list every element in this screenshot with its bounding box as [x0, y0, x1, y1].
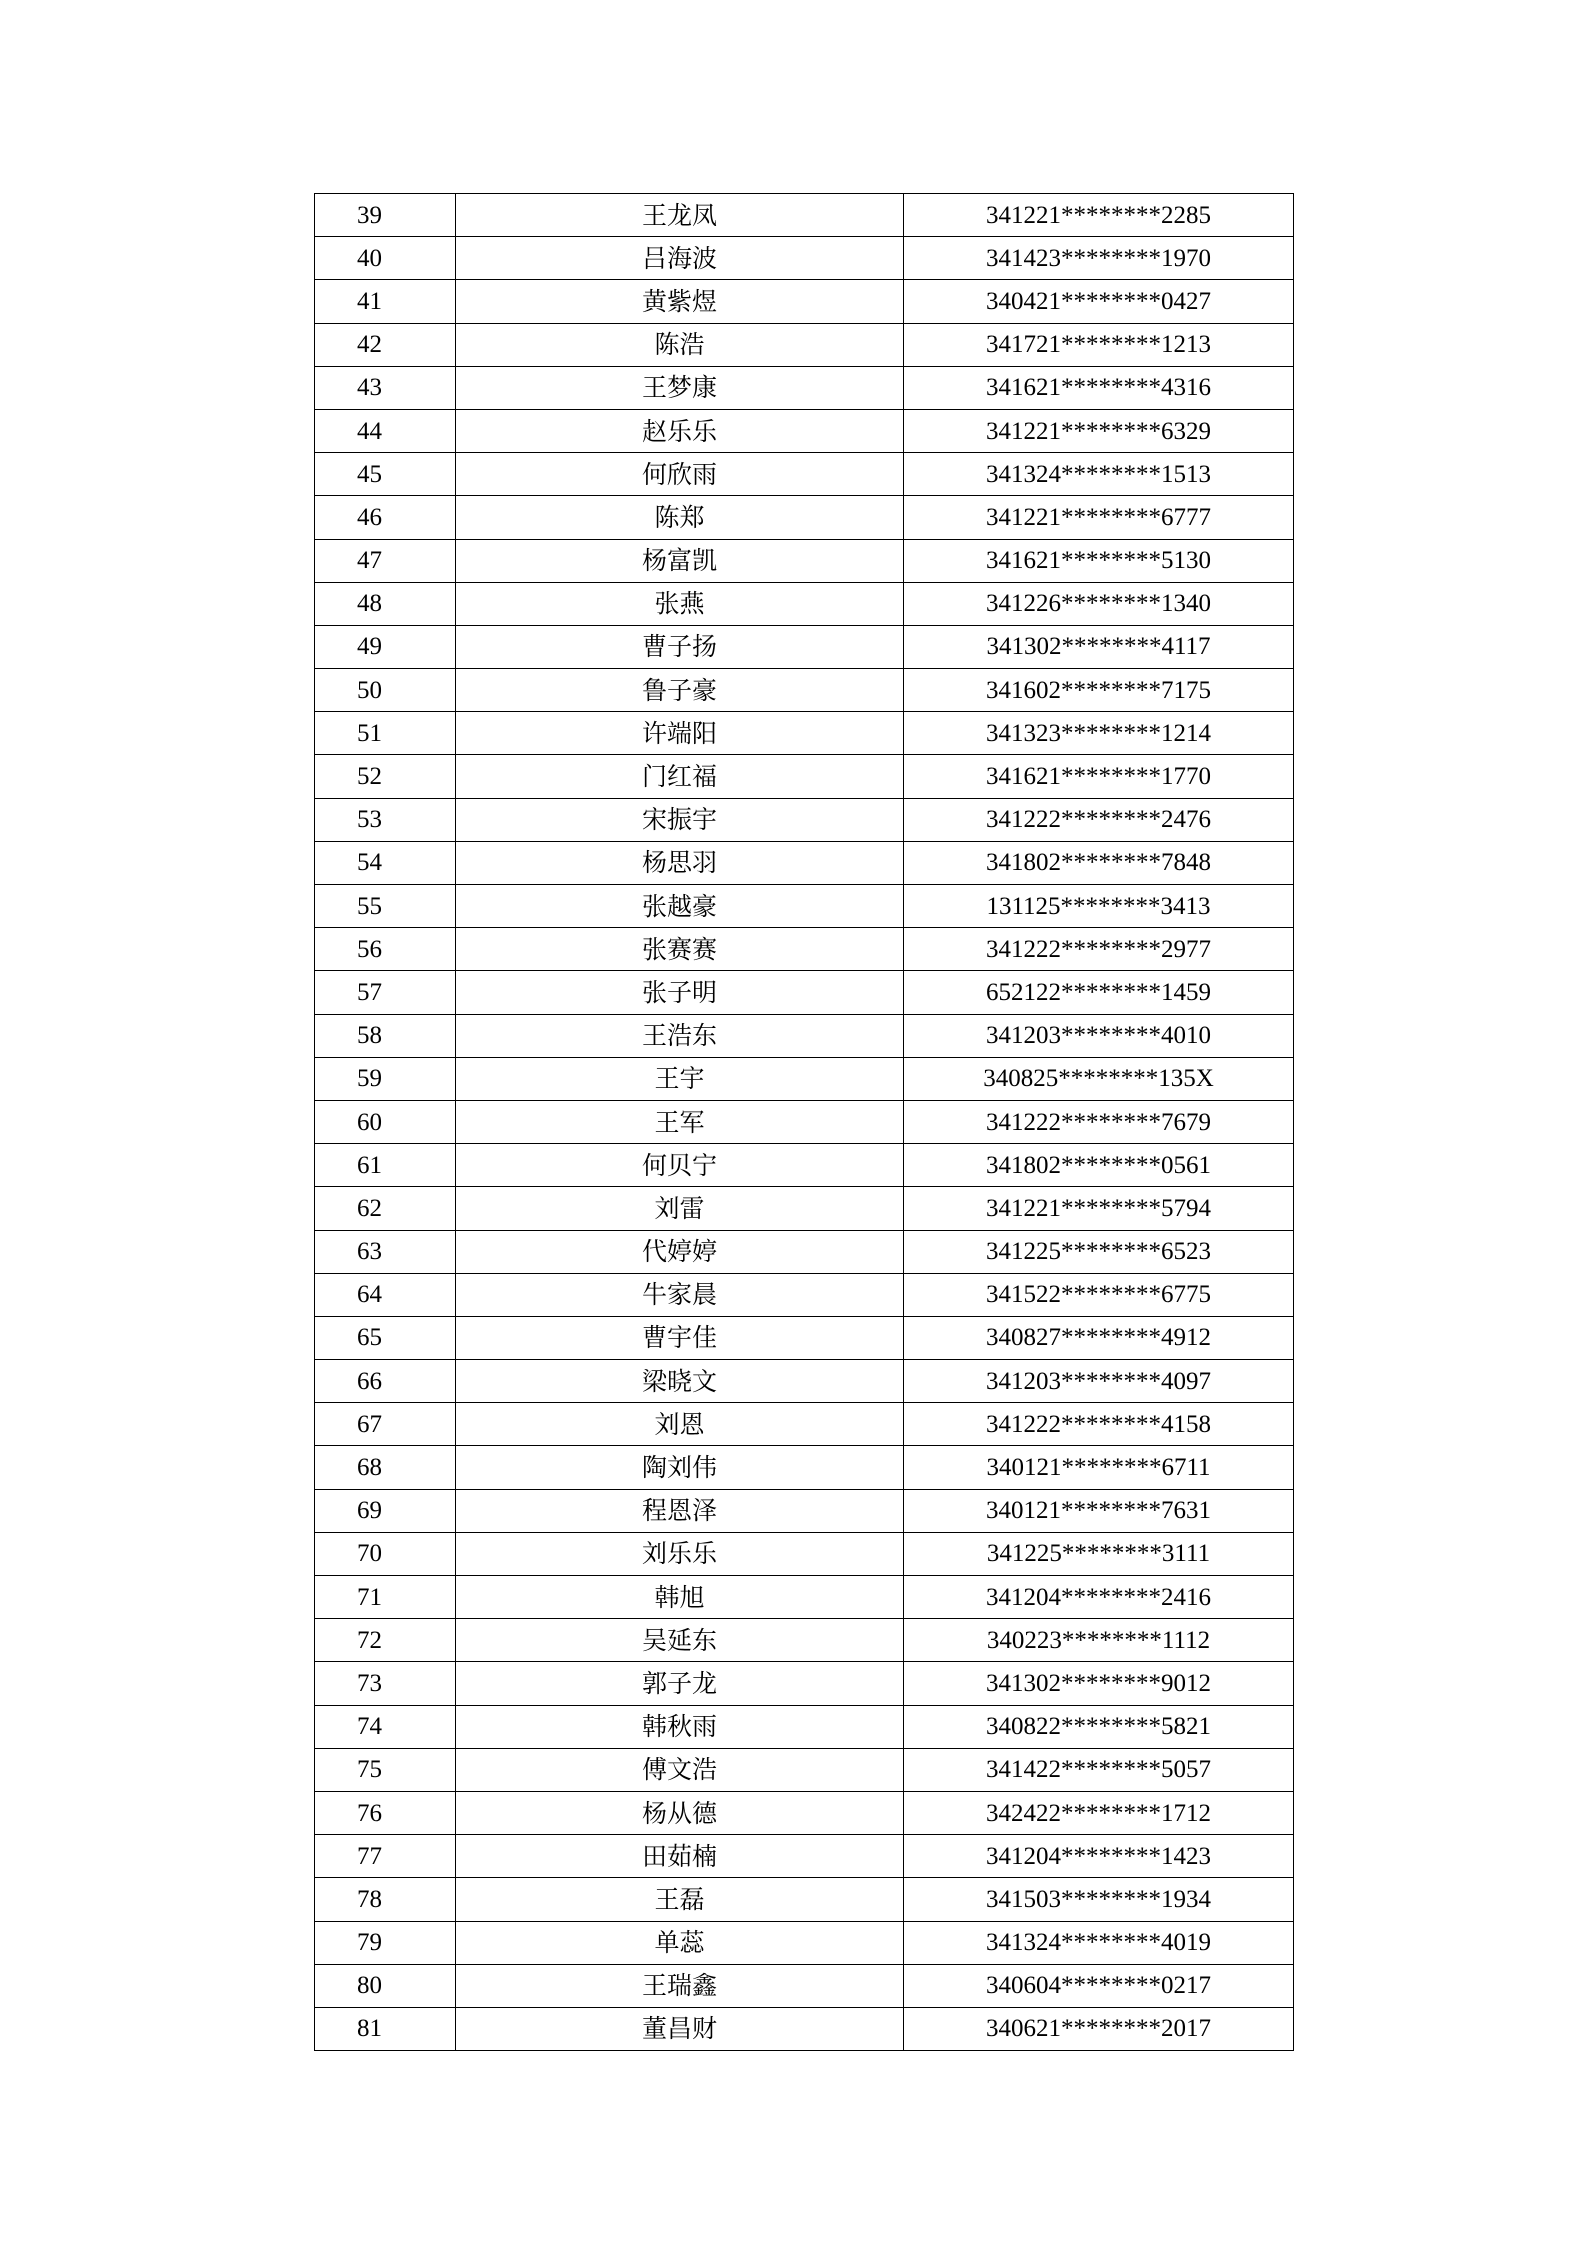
- person-name: 韩秋雨: [456, 1705, 904, 1748]
- table-row: [315, 280, 1294, 323]
- row-number: 74: [315, 1705, 456, 1748]
- table-row: [315, 1748, 1294, 1791]
- table-row: [315, 798, 1294, 841]
- table-row: [315, 2007, 1294, 2050]
- person-name: 宋振宇: [456, 798, 904, 841]
- id-number: 652122********1459: [904, 971, 1294, 1014]
- table-row: [315, 669, 1294, 712]
- id-number: 341204********1423: [904, 1835, 1294, 1878]
- row-number: 75: [315, 1748, 456, 1791]
- person-name: 杨从德: [456, 1791, 904, 1834]
- id-number: 341203********4010: [904, 1014, 1294, 1057]
- person-name: 代婷婷: [456, 1230, 904, 1273]
- id-number: 340121********7631: [904, 1489, 1294, 1532]
- row-number: 79: [315, 1921, 456, 1964]
- row-number: 54: [315, 841, 456, 884]
- table-row: [315, 1187, 1294, 1230]
- table-row: [315, 496, 1294, 539]
- id-number: 341225********6523: [904, 1230, 1294, 1273]
- table-row: [315, 1619, 1294, 1662]
- person-name: 刘恩: [456, 1403, 904, 1446]
- person-name: 何欣雨: [456, 453, 904, 496]
- table-row: [315, 1964, 1294, 2007]
- table-row: [315, 323, 1294, 366]
- table-row: [315, 885, 1294, 928]
- row-number: 47: [315, 539, 456, 582]
- person-name: 田茹楠: [456, 1835, 904, 1878]
- person-name: 刘乐乐: [456, 1532, 904, 1575]
- row-number: 68: [315, 1446, 456, 1489]
- id-number: 341204********2416: [904, 1576, 1294, 1619]
- id-number: 340825********135X: [904, 1057, 1294, 1100]
- person-name: 张燕: [456, 582, 904, 625]
- person-name: 王梦康: [456, 366, 904, 409]
- table-row: [315, 582, 1294, 625]
- row-number: 64: [315, 1273, 456, 1316]
- id-number: 341221********5794: [904, 1187, 1294, 1230]
- person-name: 王龙凤: [456, 194, 904, 237]
- person-name: 陶刘伟: [456, 1446, 904, 1489]
- id-number: 341323********1214: [904, 712, 1294, 755]
- id-number: 340121********6711: [904, 1446, 1294, 1489]
- id-number: 341522********6775: [904, 1273, 1294, 1316]
- row-number: 49: [315, 625, 456, 668]
- id-number: 341422********5057: [904, 1748, 1294, 1791]
- row-number: 39: [315, 194, 456, 237]
- table-row: [315, 712, 1294, 755]
- id-number: 341621********5130: [904, 539, 1294, 582]
- row-number: 58: [315, 1014, 456, 1057]
- table-row: [315, 1273, 1294, 1316]
- id-number: 341226********1340: [904, 582, 1294, 625]
- table-row: [315, 1144, 1294, 1187]
- id-number: 340827********4912: [904, 1316, 1294, 1359]
- person-name: 门红福: [456, 755, 904, 798]
- person-name: 黄紫煜: [456, 280, 904, 323]
- id-number: 341302********4117: [904, 625, 1294, 668]
- row-number: 77: [315, 1835, 456, 1878]
- row-number: 72: [315, 1619, 456, 1662]
- person-name: 韩旭: [456, 1576, 904, 1619]
- person-name: 鲁子豪: [456, 669, 904, 712]
- table-row: [315, 194, 1294, 237]
- table-row: [315, 1014, 1294, 1057]
- table-row: [315, 1489, 1294, 1532]
- id-number: 341222********4158: [904, 1403, 1294, 1446]
- id-number: 341222********7679: [904, 1100, 1294, 1143]
- row-number: 50: [315, 669, 456, 712]
- table-row: [315, 1532, 1294, 1575]
- table-row: [315, 1576, 1294, 1619]
- table-row: [315, 409, 1294, 452]
- row-number: 56: [315, 928, 456, 971]
- row-number: 60: [315, 1100, 456, 1143]
- person-name: 刘雷: [456, 1187, 904, 1230]
- table-row: [315, 237, 1294, 280]
- table-row: [315, 755, 1294, 798]
- row-number: 45: [315, 453, 456, 496]
- id-number: 341621********4316: [904, 366, 1294, 409]
- row-number: 59: [315, 1057, 456, 1100]
- row-number: 61: [315, 1144, 456, 1187]
- table-row: [315, 928, 1294, 971]
- row-number: 73: [315, 1662, 456, 1705]
- person-name: 许端阳: [456, 712, 904, 755]
- person-name: 张越豪: [456, 885, 904, 928]
- id-number: 340421********0427: [904, 280, 1294, 323]
- id-number: 340223********1112: [904, 1619, 1294, 1662]
- row-number: 80: [315, 1964, 456, 2007]
- id-number: 342422********1712: [904, 1791, 1294, 1834]
- row-number: 41: [315, 280, 456, 323]
- person-name: 赵乐乐: [456, 409, 904, 452]
- table-row: [315, 971, 1294, 1014]
- table-row: [315, 1791, 1294, 1834]
- id-number: 341503********1934: [904, 1878, 1294, 1921]
- person-name: 吕海波: [456, 237, 904, 280]
- id-number: 340822********5821: [904, 1705, 1294, 1748]
- id-number: 341221********6777: [904, 496, 1294, 539]
- id-number: 341324********4019: [904, 1921, 1294, 1964]
- roster-body: [315, 194, 1294, 2051]
- id-number: 131125********3413: [904, 885, 1294, 928]
- person-name: 傅文浩: [456, 1748, 904, 1791]
- row-number: 62: [315, 1187, 456, 1230]
- person-name: 张赛赛: [456, 928, 904, 971]
- person-name: 王宇: [456, 1057, 904, 1100]
- row-number: 65: [315, 1316, 456, 1359]
- person-name: 杨思羽: [456, 841, 904, 884]
- table-row: [315, 539, 1294, 582]
- table-row: [315, 1316, 1294, 1359]
- person-name: 王军: [456, 1100, 904, 1143]
- table-row: [315, 1403, 1294, 1446]
- id-number: 341302********9012: [904, 1662, 1294, 1705]
- id-number: 341721********1213: [904, 323, 1294, 366]
- row-number: 42: [315, 323, 456, 366]
- row-number: 51: [315, 712, 456, 755]
- row-number: 71: [315, 1576, 456, 1619]
- row-number: 66: [315, 1360, 456, 1403]
- id-number: 341802********7848: [904, 841, 1294, 884]
- id-number: 341221********6329: [904, 409, 1294, 452]
- person-name: 程恩泽: [456, 1489, 904, 1532]
- person-name: 王瑞鑫: [456, 1964, 904, 2007]
- person-name: 单蕊: [456, 1921, 904, 1964]
- row-number: 52: [315, 755, 456, 798]
- id-number: 341423********1970: [904, 237, 1294, 280]
- row-number: 55: [315, 885, 456, 928]
- row-number: 48: [315, 582, 456, 625]
- row-number: 40: [315, 237, 456, 280]
- table-row: [315, 1057, 1294, 1100]
- row-number: 43: [315, 366, 456, 409]
- row-number: 67: [315, 1403, 456, 1446]
- person-name: 曹宇佳: [456, 1316, 904, 1359]
- table-row: [315, 1100, 1294, 1143]
- row-number: 53: [315, 798, 456, 841]
- id-number: 341621********1770: [904, 755, 1294, 798]
- person-name: 陈浩: [456, 323, 904, 366]
- person-name: 杨富凯: [456, 539, 904, 582]
- table-row: [315, 1662, 1294, 1705]
- table-row: [315, 625, 1294, 668]
- person-name: 陈郑: [456, 496, 904, 539]
- row-number: 70: [315, 1532, 456, 1575]
- table-row: [315, 453, 1294, 496]
- id-number: 341222********2977: [904, 928, 1294, 971]
- table-row: [315, 1835, 1294, 1878]
- row-number: 81: [315, 2007, 456, 2050]
- id-number: 341203********4097: [904, 1360, 1294, 1403]
- person-name: 曹子扬: [456, 625, 904, 668]
- id-number: 341324********1513: [904, 453, 1294, 496]
- id-number: 341802********0561: [904, 1144, 1294, 1187]
- person-name: 吴延东: [456, 1619, 904, 1662]
- person-name: 牛家晨: [456, 1273, 904, 1316]
- person-name: 梁晓文: [456, 1360, 904, 1403]
- roster-table: [314, 193, 1294, 2051]
- table-row: [315, 366, 1294, 409]
- id-number: 340604********0217: [904, 1964, 1294, 2007]
- row-number: 78: [315, 1878, 456, 1921]
- id-number: 341225********3111: [904, 1532, 1294, 1575]
- table-row: [315, 1230, 1294, 1273]
- table-row: [315, 1705, 1294, 1748]
- row-number: 57: [315, 971, 456, 1014]
- person-name: 王磊: [456, 1878, 904, 1921]
- row-number: 69: [315, 1489, 456, 1532]
- row-number: 63: [315, 1230, 456, 1273]
- row-number: 44: [315, 409, 456, 452]
- person-name: 王浩东: [456, 1014, 904, 1057]
- person-name: 董昌财: [456, 2007, 904, 2050]
- person-name: 何贝宁: [456, 1144, 904, 1187]
- table-row: [315, 1921, 1294, 1964]
- id-number: 340621********2017: [904, 2007, 1294, 2050]
- id-number: 341221********2285: [904, 194, 1294, 237]
- table-row: [315, 1446, 1294, 1489]
- table-row: [315, 1360, 1294, 1403]
- person-name: 张子明: [456, 971, 904, 1014]
- table-row: [315, 841, 1294, 884]
- row-number: 76: [315, 1791, 456, 1834]
- person-name: 郭子龙: [456, 1662, 904, 1705]
- id-number: 341222********2476: [904, 798, 1294, 841]
- row-number: 46: [315, 496, 456, 539]
- table-row: [315, 1878, 1294, 1921]
- id-number: 341602********7175: [904, 669, 1294, 712]
